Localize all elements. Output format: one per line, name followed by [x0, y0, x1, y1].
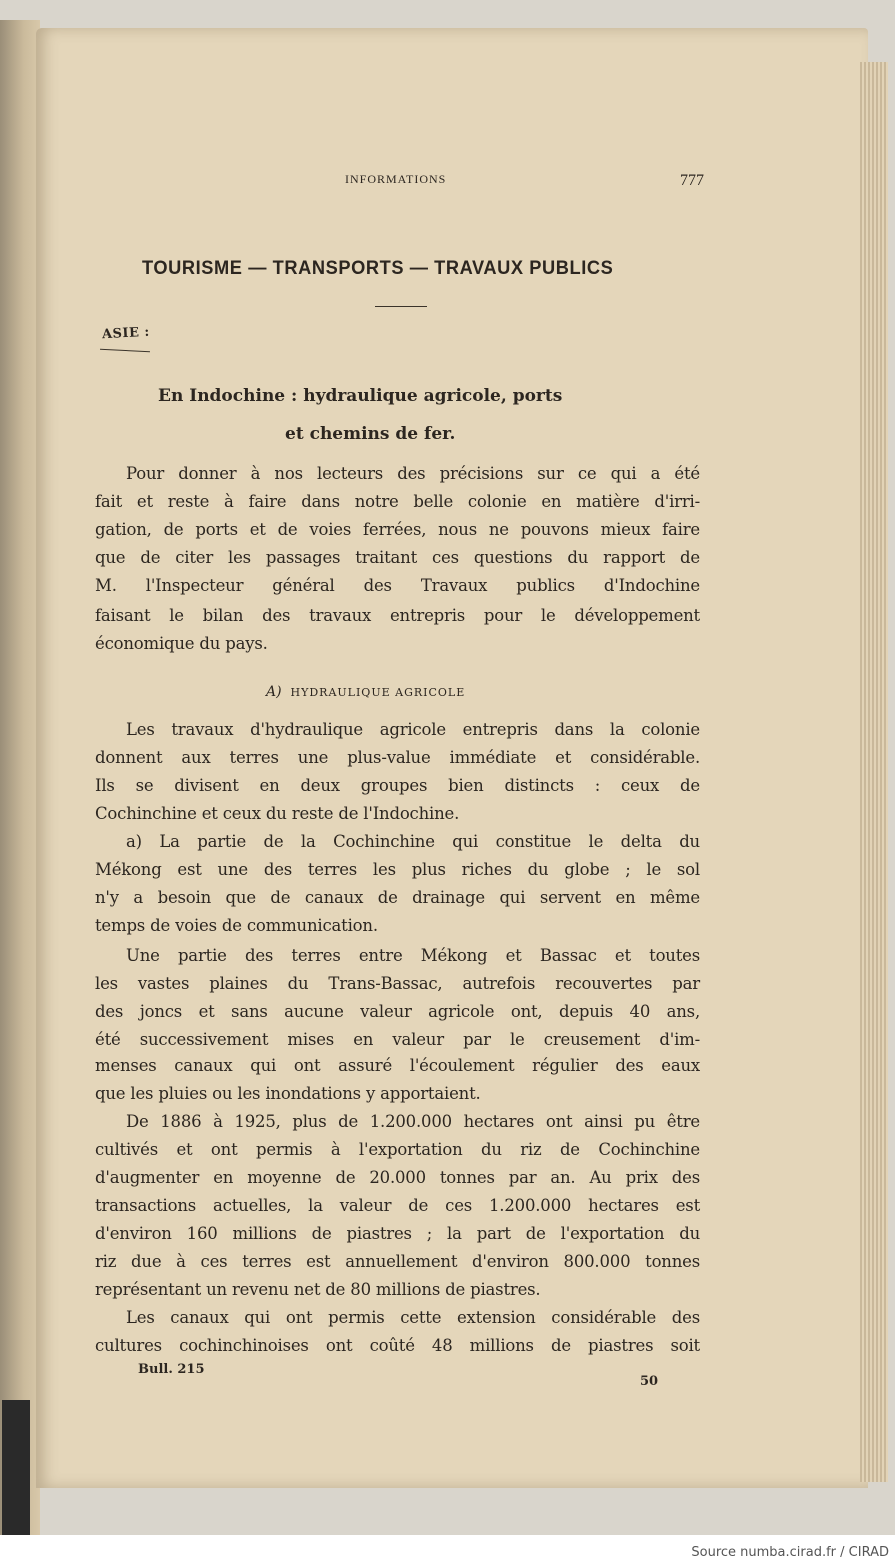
text-line: d'environ 160 millions de piastres ; la part de l'exportation du	[95, 1224, 700, 1243]
text-line: économique du pays.	[95, 634, 268, 653]
text-line: d'augmenter en moyenne de 20.000 tonnes par an. Au prix des	[95, 1168, 700, 1187]
page-stack-edges	[860, 62, 888, 1482]
text-line: menses canaux qui ont assuré l'écoulement régulier des eaux	[95, 1056, 700, 1075]
left-page-edge	[0, 20, 40, 1535]
region-label: ASIE :	[101, 324, 151, 343]
text-line: Ils se divisent en deux groupes bien distincts : ceux de	[95, 776, 700, 795]
page-number: 777	[680, 172, 704, 189]
text-line: Pour donner à nos lecteurs des précisions sur ce qui a été	[126, 464, 700, 483]
text-line: a) La partie de la Cochinchine qui constitue le delta du	[126, 832, 700, 851]
bulletin-number: Bull. 215	[138, 1362, 205, 1377]
source-credit: Source numba.cirad.fr / CIRAD	[691, 1545, 889, 1560]
title-rule	[375, 306, 427, 307]
section-title: TOURISME — TRANSPORTS — TRAVAUX PUBLICS	[142, 258, 614, 279]
text-line: cultivés et ont permis à l'exportation du riz de Cochinchine	[95, 1140, 700, 1159]
text-line: riz due à ces terres est annuellement d'environ 800.000 tonnes	[95, 1252, 700, 1271]
signature-mark: 50	[640, 1374, 659, 1389]
text-line: représentant un revenu net de 80 millions de piastres.	[95, 1280, 541, 1299]
subsection-letter: A)	[266, 684, 282, 700]
article-title-line-1: En Indochine : hydraulique agricole, ports	[158, 386, 563, 406]
subsection-heading	[266, 684, 465, 700]
text-line: les vastes plaines du Trans-Bassac, autrefois recouvertes par	[95, 974, 700, 993]
text-line: M. l'Inspecteur général des Travaux publics d'Indochine	[95, 576, 700, 595]
text-line: n'y a besoin que de canaux de drainage qui servent en même	[95, 888, 700, 907]
article-title-line-2: et chemins de fer.	[285, 424, 456, 444]
text-line: été successivement mises en valeur par le creusement d'im-	[95, 1030, 700, 1049]
text-line: que les pluies ou les inondations y apportaient.	[95, 1084, 481, 1103]
text-line: donnent aux terres une plus-value immédiate et considérable.	[95, 748, 700, 767]
text-line: des joncs et sans aucune valeur agricole ont, depuis 40 ans,	[95, 1002, 700, 1021]
text-line: transactions actuelles, la valeur de ces 1.200.000 hectares est	[95, 1196, 700, 1215]
text-line: Cochinchine et ceux du reste de l'Indochine.	[95, 804, 460, 823]
text-line: cultures cochinchinoises ont coûté 48 millions de piastres soit	[95, 1336, 700, 1355]
text-line: Les travaux d'hydraulique agricole entrepris dans la colonie	[126, 720, 700, 739]
text-line: Une partie des terres entre Mékong et Bassac et toutes	[126, 946, 700, 965]
book-binding	[2, 1400, 30, 1535]
text-line: Les canaux qui ont permis cette extension considérable des	[126, 1308, 700, 1327]
running-head: INFORMATIONS	[345, 172, 447, 186]
text-line: temps de voies de communication.	[95, 916, 378, 935]
text-line: gation, de ports et de voies ferrées, nous ne pouvons mieux faire	[95, 520, 700, 539]
subsection-label: HYDRAULIQUE AGRICOLE	[290, 686, 466, 699]
text-line: que de citer les passages traitant ces questions du rapport de	[95, 548, 700, 567]
text-line: Mékong est une des terres les plus riches du globe ; le sol	[95, 860, 700, 879]
text-line: De 1886 à 1925, plus de 1.200.000 hectares ont ainsi pu être	[126, 1112, 700, 1131]
text-line: fait et reste à faire dans notre belle colonie en matière d'irri-	[95, 492, 700, 511]
text-line: faisant le bilan des travaux entrepris pour le développement	[95, 606, 700, 625]
